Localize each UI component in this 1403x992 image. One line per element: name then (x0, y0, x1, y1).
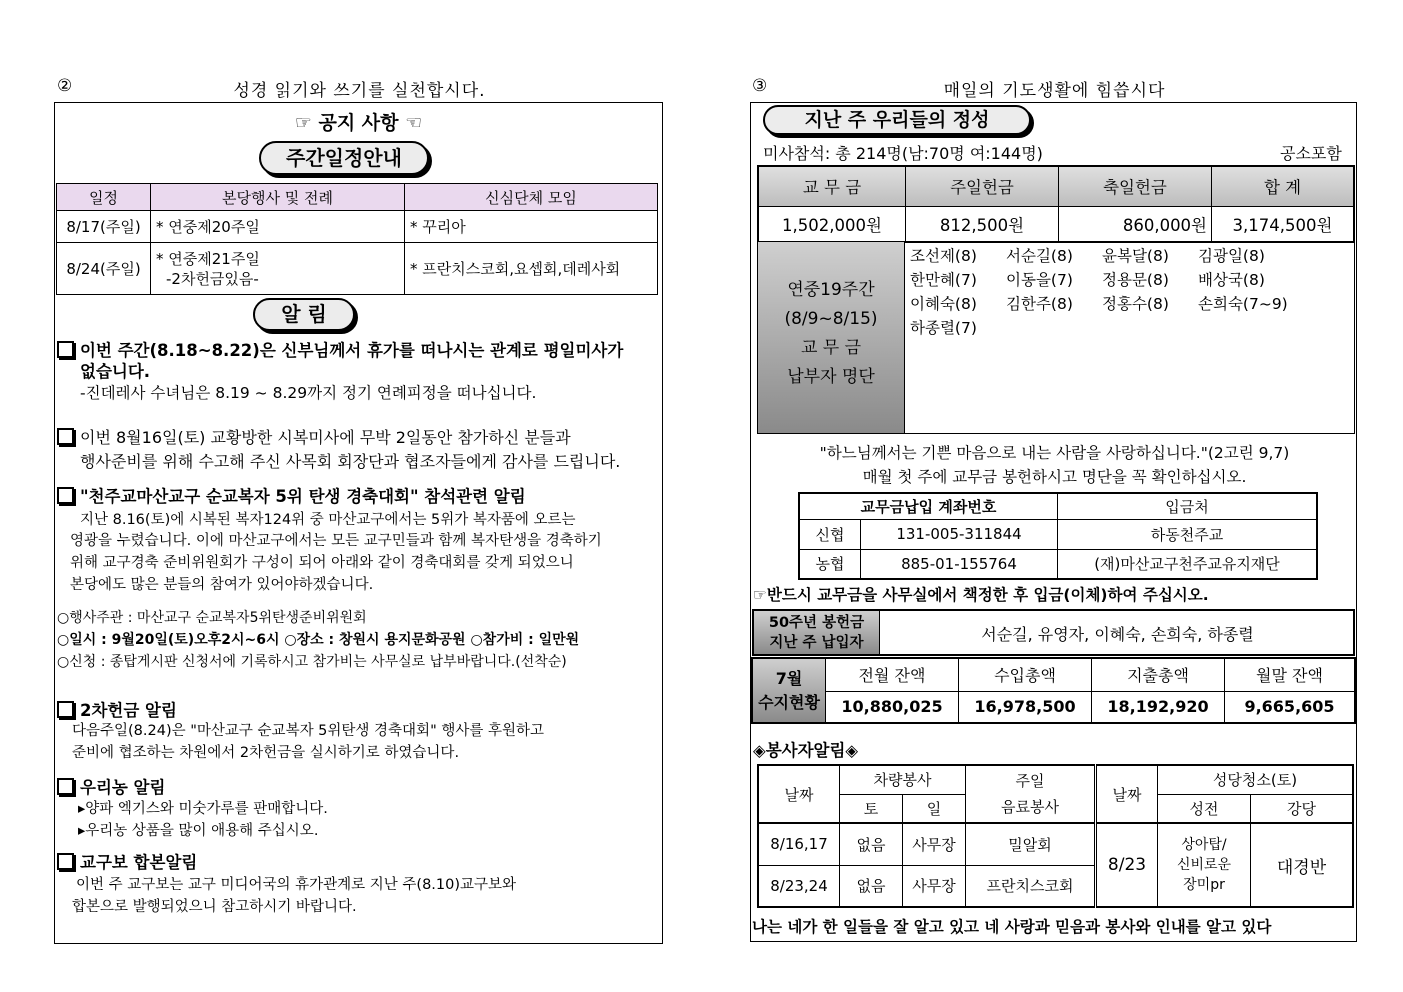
notice-title: 우리농 알림 (57, 774, 165, 798)
donor-row: 조선제(8) 서순길(8) 윤복달(8) 김광일(8) (910, 247, 1265, 265)
notice-line: 영광을 누렸습니다. 이에 마산교구에서는 모든 교구민들과 함께 복자탄생을 경축하기 (70, 533, 602, 549)
alert-pill: 알 림 (253, 298, 355, 331)
volunteer-header: 토 (840, 794, 903, 823)
notice-line: 본당에도 많은 분들의 참여가 있어야하겠습니다. (70, 577, 374, 593)
notice-line: 합본으로 발행되었으니 참고하시기 바랍니다. (72, 899, 357, 915)
finance-header: 수입총액 (959, 658, 1092, 691)
notice-line: ○일시 : 9월20일(토)오후2시~6시 ○장소 : 창원시 용지문화공원 ○참가비 : 일만원 (57, 632, 580, 648)
account-header: 교무금납입 계좌번호 (799, 493, 1058, 519)
finance-value: 18,192,920 (1092, 691, 1225, 723)
attendance-text: 미사참석: 총 214명(남:70명 여:144명) (763, 144, 1043, 163)
jubilee-names: 서순길, 유영자, 이혜숙, 손희숙, 하종렬 (981, 625, 1254, 644)
volunteer-header: 날짜 (1096, 765, 1158, 823)
page-number: ③ (752, 76, 768, 96)
donor-row: 이혜숙(8) 김한주(8) 정홍수(8) 손희숙(7~9) (910, 295, 1288, 313)
finance-value: 9,665,605 (1225, 691, 1356, 723)
notice-title: 2차헌금 알림 (57, 697, 177, 721)
volunteer-table (757, 764, 1354, 908)
volunteer-date: 8/23,24 (758, 865, 840, 907)
notice-title: 이번 8월16일(토) 교황방한 시복미사에 무박 2일동안 참가하신 분들과 (57, 425, 571, 448)
schedule-date: 8/24(주일) (57, 243, 151, 295)
finance-label: 7월 수지현황 (752, 658, 826, 723)
volunteer-sun: 사무장 (903, 865, 966, 907)
account-holder: (재)마산교구천주교유지재단 (1058, 549, 1318, 579)
account-note: ☞반드시 교무금을 사무실에서 책정한 후 입금(이체)하여 주십시오. (753, 586, 1209, 604)
notice-line: -진데레사 수녀님은 8.19 ~ 8.29까지 정기 연례피정을 떠나십니다. (80, 384, 537, 402)
square-bullet-icon (57, 428, 74, 445)
account-number: 131-005-311844 (861, 519, 1058, 549)
volunteer-header: 차량봉사 (840, 765, 966, 794)
schedule-header: 일정 (57, 184, 151, 211)
offering-header: 주일헌금 (906, 166, 1059, 206)
notice-line: ○행사주관 : 마산교구 순교복자5위탄생준비위원회 (57, 610, 367, 626)
schedule-event-sub: -2차헌금있음- (166, 269, 259, 288)
volunteer-header: 날짜 (758, 765, 840, 823)
offering-value: 3,174,500원 (1212, 206, 1355, 242)
notice-title: 교구보 합본알림 (57, 849, 197, 873)
notice-line: 없습니다. (80, 362, 151, 381)
jubilee-label: 50주년 봉헌금 지난 주 납입자 (754, 611, 880, 654)
offering-value: 812,500원 (906, 206, 1059, 242)
page-title: 성경 읽기와 쓰기를 실천합시다. (233, 81, 486, 101)
notice-line: 이번 주 교구보는 교구 미디어국의 휴가관계로 지난 주(8.10)교구보와 (76, 877, 517, 893)
notice-title: 이번 주간(8.18~8.22)은 신부님께서 휴가를 떠나시는 관계로 평일미사가 (57, 337, 623, 361)
volunteer-header: 주일 음료봉사 (966, 765, 1096, 823)
square-bullet-icon (57, 487, 74, 504)
volunteer-clean-date: 8/23 (1096, 823, 1158, 907)
schedule-group: * 꾸리아 (405, 211, 658, 243)
donor-label: 연중19주간 (8/9~8/15) 교 무 금 납부자 명단 (758, 242, 905, 433)
quote-text: 매월 첫 주에 교무금 봉헌하시고 명단을 꼭 확인하십시오. (862, 468, 1247, 486)
volunteer-sun: 사무장 (903, 823, 966, 865)
offering-header: 합 계 (1212, 166, 1355, 206)
account-holder: 하동천주교 (1058, 519, 1318, 549)
account-header: 입금처 (1058, 493, 1318, 519)
offering-value: 1,502,000원 (758, 206, 906, 242)
quote-text: "하느님께서는 기쁜 마음으로 내는 사람을 사랑하십니다."(2고린 9,7) (819, 444, 1290, 462)
schedule-group: * 프란치스코회,요셉회,데레사회 (405, 243, 658, 295)
volunteer-drink: 밀알회 (966, 823, 1096, 865)
volunteer-sat: 없음 (840, 823, 903, 865)
schedule-pill: 주간일정안내 (259, 141, 429, 175)
notice-line: 위해 교구경축 준비위원회가 구성이 되어 아래와 같이 경축대회를 갖게 되었으니 (70, 555, 574, 571)
square-bullet-icon (57, 341, 74, 358)
account-number: 885-01-155764 (861, 549, 1058, 579)
square-bullet-icon (57, 853, 74, 870)
volunteer-header: 성전 (1158, 794, 1251, 823)
schedule-event-cell (151, 243, 405, 295)
volunteer-hall: 대경반 (1251, 823, 1354, 907)
attendance-note: 공소포함 (1280, 144, 1342, 163)
volunteer-date: 8/16,17 (758, 823, 840, 865)
finance-header: 지출총액 (1092, 658, 1225, 691)
notice-line: 다음주일(8.24)은 "마산교구 순교복자 5위탄생 경축대회" 행사를 후원하고 (72, 723, 545, 739)
offering-table (757, 165, 1355, 243)
volunteer-header: 성당청소(토) (1158, 765, 1354, 794)
page-number: ② (57, 76, 73, 96)
footer-verse: 나는 네가 한 일들을 잘 알고 있고 네 사랑과 믿음과 봉사와 인내를 알고 있다 (752, 918, 1272, 936)
volunteer-sat: 없음 (840, 865, 903, 907)
donor-list (910, 244, 1288, 340)
schedule-header: 본당행사 및 전례 (151, 184, 405, 211)
volunteer-sanct: 상아탑/ 신비로운 장미pr (1158, 823, 1251, 907)
offering-header: 교 무 금 (758, 166, 906, 206)
finance-header: 전월 잔액 (826, 658, 959, 691)
offering-value: 860,000원 (1059, 206, 1212, 242)
offering-header: 축일헌금 (1059, 166, 1212, 206)
schedule-date: 8/17(주일) (57, 211, 151, 243)
notice-line: 지난 8.16(토)에 시복된 복자124위 중 마산교구에서는 5위가 복자품에 오르는 (80, 512, 576, 528)
notice-line: 준비에 협조하는 차원에서 2차헌금을 실시하기로 하였습니다. (72, 745, 460, 761)
finance-header: 월말 잔액 (1225, 658, 1356, 691)
notice-heading: ☞ 공지 사항 ☜ (294, 112, 423, 134)
finance-table (751, 657, 1356, 724)
volunteer-header: 강당 (1251, 794, 1354, 823)
account-table (798, 492, 1318, 580)
notice-line: ▸우리농 상품을 많이 애용해 주십시오. (78, 823, 319, 839)
donor-row: 한만혜(7) 이동을(7) 정용문(8) 배상국(8) (910, 271, 1265, 289)
schedule-event: * 연중제20주일 (151, 211, 405, 243)
schedule-header: 신심단체 모임 (405, 184, 658, 211)
finance-value: 10,880,025 (826, 691, 959, 723)
notice-line: ▸양파 엑기스와 미숫가루를 판매합니다. (78, 801, 328, 817)
square-bullet-icon (57, 778, 74, 795)
finance-value: 16,978,500 (959, 691, 1092, 723)
notice-title: "천주교마산교구 순교복자 5위 탄생 경축대회" 참석관련 알림 (57, 483, 526, 507)
offering-pill: 지난 주 우리들의 정성 (763, 105, 1031, 135)
volunteer-heading: ◈봉사자알림◈ (753, 741, 859, 760)
volunteer-header: 일 (903, 794, 966, 823)
schedule-event: * 연중제21주일 (156, 249, 260, 268)
account-bank: 신협 (799, 519, 861, 549)
donor-row: 하종렬(7) (910, 319, 977, 337)
notice-line: 행사준비를 위해 수고해 주신 사목회 회장단과 협조자들에게 감사를 드립니다. (80, 452, 621, 471)
volunteer-drink: 프란치스코회 (966, 865, 1096, 907)
page-title: 매일의 기도생활에 힘씁시다 (943, 81, 1166, 101)
notice-line: ○신청 : 종탑게시판 신청서에 기록하시고 참가비는 사무실로 납부바랍니다.(선착순) (57, 654, 567, 670)
square-bullet-icon (57, 701, 74, 718)
account-bank: 농협 (799, 549, 861, 579)
schedule-table (56, 183, 658, 295)
